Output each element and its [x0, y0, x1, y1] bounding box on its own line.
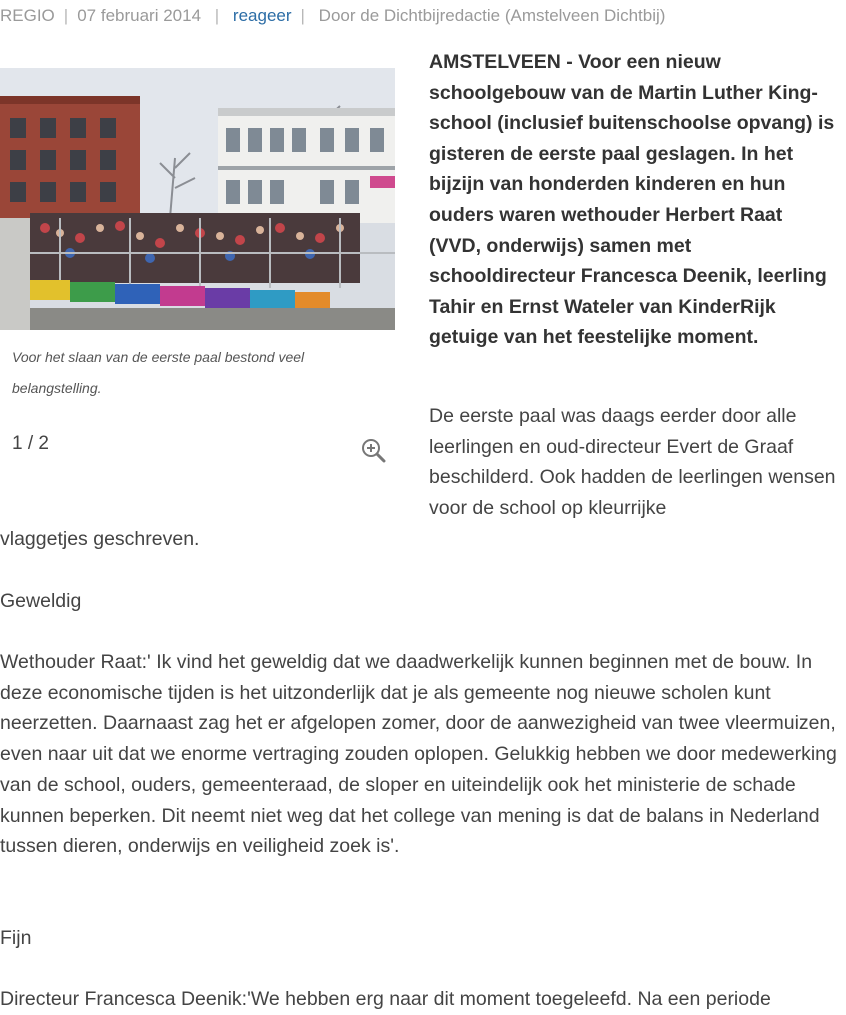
article-paragraph-1: De eerste paal was daags eerder door alle leerlingen en oud-directeur Evert de Graaf beschilderd. Ook hadden de leerlingen wensen voor de school op kleurrijke [429, 405, 836, 519]
meta-separator: | [210, 6, 224, 25]
photo-caption: Voor het slaan van de eerste paal bestond veel belangstelling. [12, 349, 305, 396]
category-label: REGIO [0, 6, 55, 25]
photo-gallery [0, 68, 395, 404]
meta-separator: | [63, 6, 69, 25]
gallery-pager: 1 / 2 [12, 433, 49, 454]
article-paragraph-3: Directeur Francesca Deenik:'We hebben erg naar dit moment toegeleefd. Na een periode [0, 988, 771, 1010]
reply-link[interactable]: reageer [232, 6, 292, 25]
subheading-fijn: Fijn [0, 927, 32, 949]
article-paragraph-1-continued: vlaggetjes geschreven. [0, 528, 200, 550]
date-label: 07 februari 2014 [77, 6, 202, 25]
article-meta [0, 4, 846, 28]
meta-separator: | [300, 6, 310, 25]
article-photo[interactable] [0, 68, 395, 330]
article-paragraph-2: Wethouder Raat:' Ik vind het geweldig dat we daadwerkelijk kunnen beginnen met de bouw. In deze economische tijden is het uitzonderlijk dat je als gemeente nog nieuwe scholen kunt neerzetten. Daarnaast zag het er afgelopen zomer, door de aanwezigheid van twee vleermuizen, even naar uit dat we enorme vertraging zouden oplopen. Gelukkig hebben we door medewerking van de school, ouders, gemeenteraad, de sloper en uiteindelijk ook het ministerie de schade kunnen beperken. Dit neemt niet weg dat het college van mening is dat de balans in Nederland tussen dieren, onderwijs en veiligheid zoek is'. [0, 651, 837, 858]
author-label: Door de Dichtbijredactie (Amstelveen Dichtbij) [318, 6, 666, 25]
subheading-geweldig: Geweldig [0, 590, 82, 612]
zoom-in-icon[interactable] [360, 437, 386, 463]
article-lead: AMSTELVEEN - Voor een nieuw schoolgebouw van de Martin Luther King-school (inclusief buitenschoolse opvang) is gisteren de eerste paal geslagen. In het bijzijn van honderden kinderen en hun ouders waren wethouder Herbert Raat (VVD, onderwijs) samen met schooldirecteur Francesca Deenik, leerling Tahir en Ernst Wateler van KinderRijk getuige van het feestelijke moment. [429, 51, 835, 349]
